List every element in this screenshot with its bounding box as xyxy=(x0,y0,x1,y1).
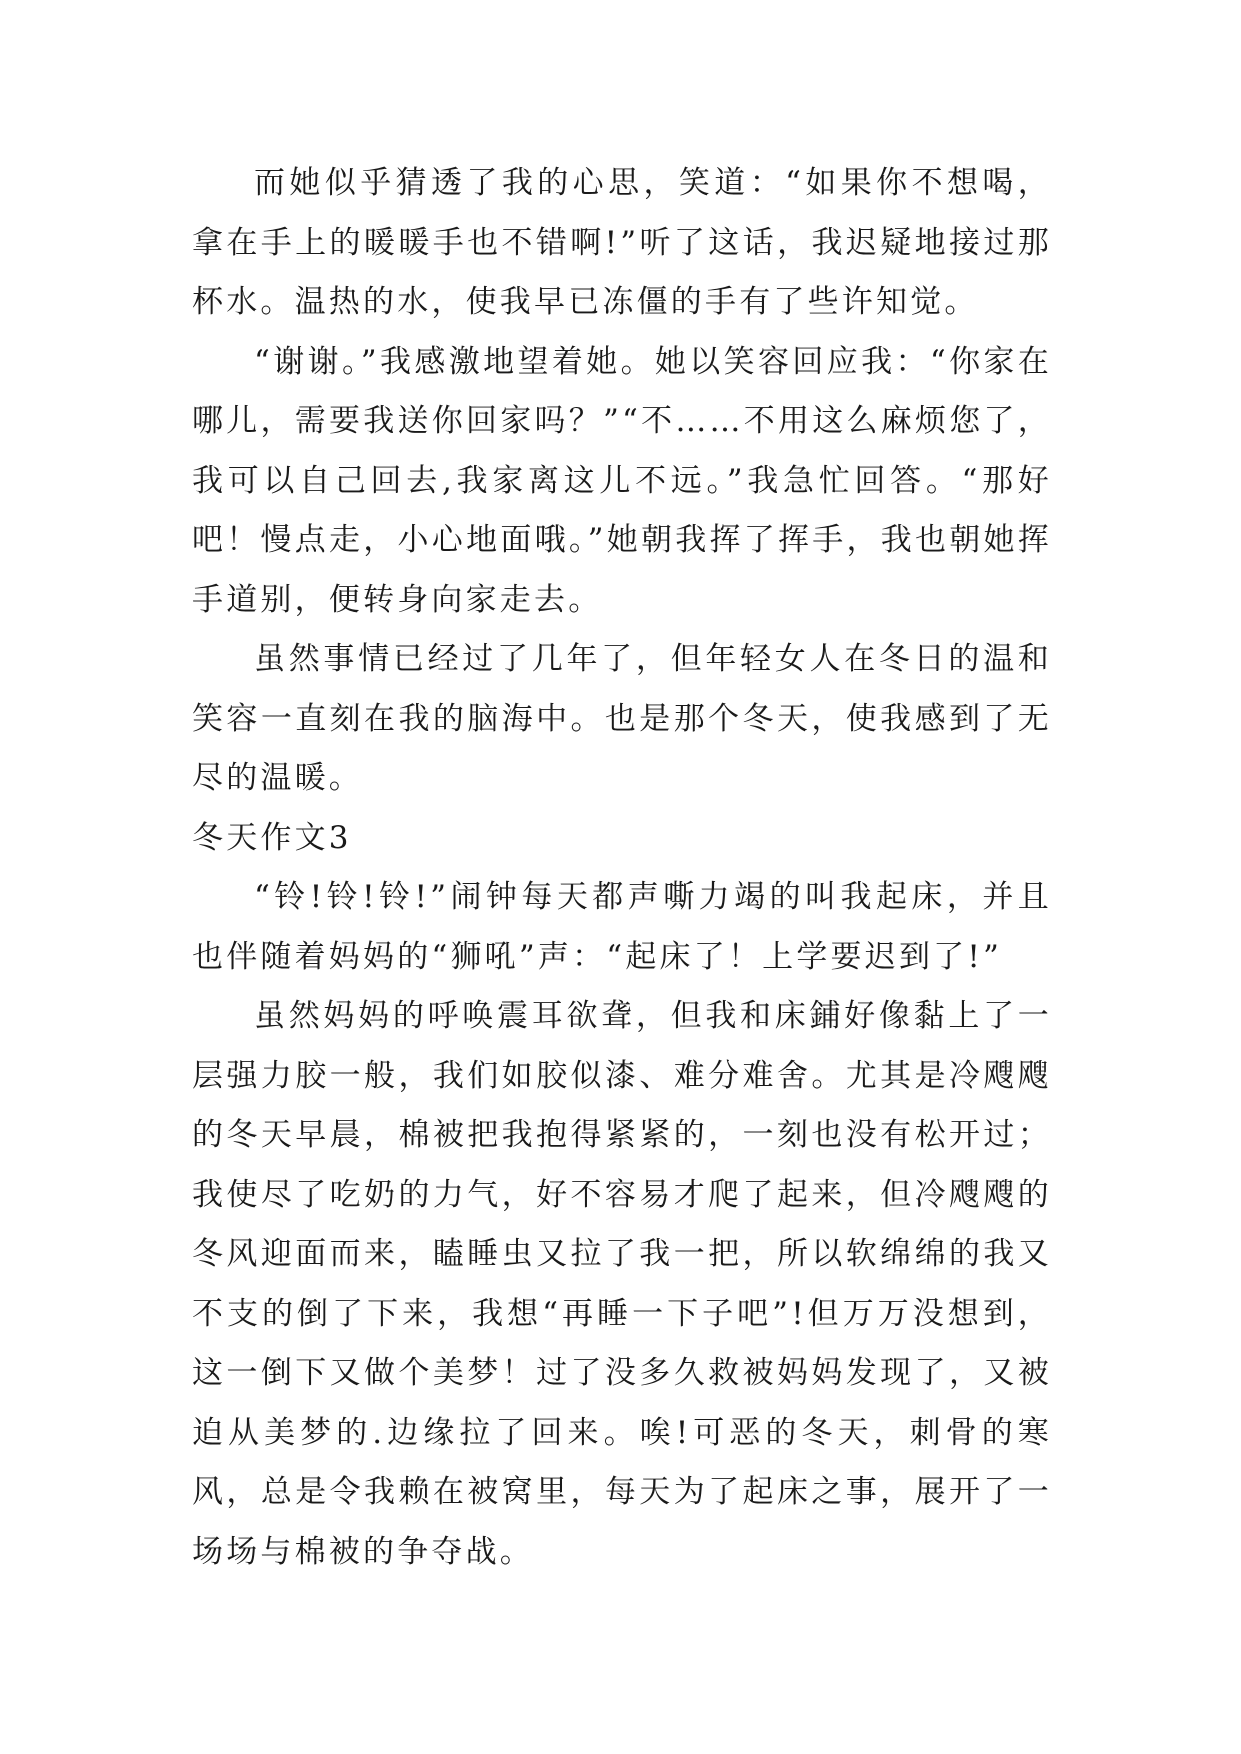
paragraph: 虽然事情已经过了几年了，但年轻女人在冬日的温和笑容一直刻在我的脑海中。也是那个冬天，使我感到了无尽的温暖。 xyxy=(192,641,1052,796)
paragraph: “铃!铃!铃!”闹钟每天都声嘶力竭的叫我起床，并且也伴随着妈妈的“狮吼”声：“起床了！上学要迟到了!” xyxy=(192,879,1052,975)
document-page xyxy=(192,154,1052,1582)
paragraph: 虽然妈妈的呼唤震耳欲聋，但我和床鋪好像黏上了一层强力胶一般，我们如胶似漆、难分难舍。尤其是冷飕飕的冬天早晨，棉被把我抱得紧紧的，一刻也没有松开过；我使尽了吃奶的力气，好不容易才爬了起来，但冷飕飕的冬风迎面而来，瞌睡虫又拉了我一把，所以软绵绵的我又不支的倒了下来，我想“再睡一下子吧”!但万万没想到，这一倒下又做个美梦！过了没多久救被妈妈发现了，又被迫从美梦的.边缘拉了回来。唉!可恶的冬天，刺骨的寒风，总是令我赖在被窝里，每天为了起床之事，展开了一场场与棉被的争夺战。 xyxy=(192,998,1052,1570)
paragraph: 而她似乎猜透了我的心思，笑道：“如果你不想喝，拿在手上的暖暖手也不错啊!”听了这话，我迟疑地接过那杯水。温热的水，使我早已冻僵的手有了些许知觉。 xyxy=(192,165,1052,320)
paragraph: “谢谢。”我感激地望着她。她以笑容回应我：“你家在哪儿，需要我送你回家吗？”“不……不用这么麻烦您了，我可以自己回去,我家离这儿不远。”我急忙回答。“那好吧！慢点走，小心地面哦。”她朝我挥了挥手，我也朝她挥手道别，便转身向家走去。 xyxy=(192,343,1052,618)
section-title: 冬天作文3 xyxy=(192,819,352,856)
